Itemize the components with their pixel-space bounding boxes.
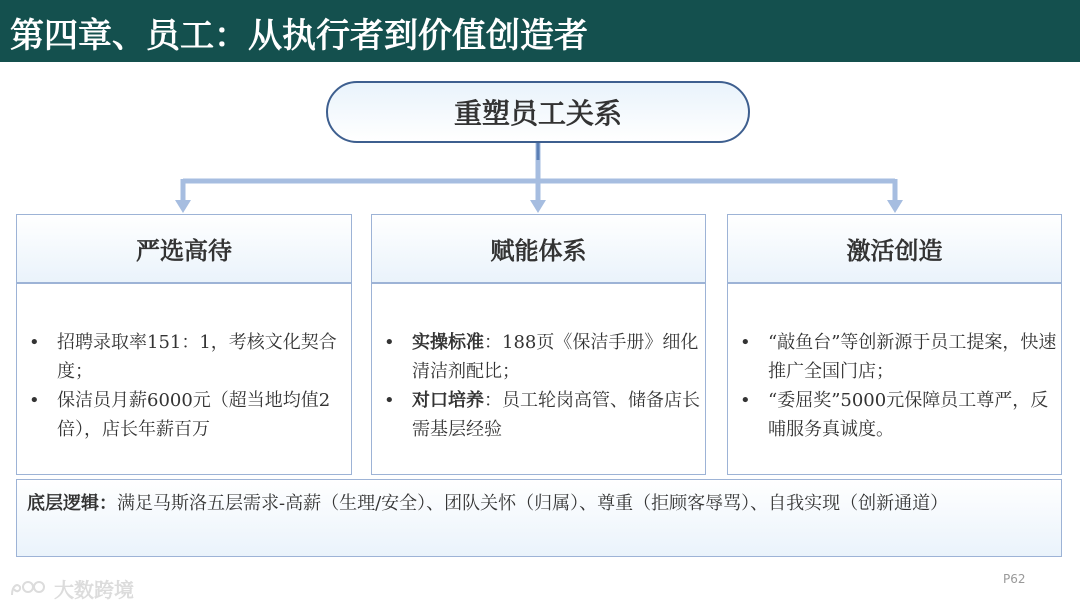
list-item [380,386,701,444]
watermark-text: 大数跨境 [54,578,134,602]
bullet-icon: • [740,390,751,411]
list-item [25,328,347,386]
arrow-left-icon [175,200,191,213]
watermark [8,574,134,603]
bottom-logic-text [27,488,1051,519]
list-item [736,328,1057,386]
list-item [25,386,347,444]
list-item [380,328,701,386]
bullet-icon: • [29,390,40,411]
watermark-logo-icon [8,577,48,601]
column-2-header [371,214,706,283]
column-1-title: 严选高待 [136,237,232,265]
list-item-text: 招聘录取率151：1，考核文化契合度； [57,332,337,382]
column-3-title: 激活创造 [846,237,943,265]
column-1-header [16,214,352,283]
page-title: 第四章、员工：从执行者到价值创造者 [10,16,588,56]
bottom-logic-box [16,479,1062,557]
bullet-icon: • [384,390,395,411]
column-2-title: 赋能体系 [490,237,587,265]
column-3-body [727,283,1062,475]
bullet-icon: • [384,332,395,353]
column-2-body [371,283,706,475]
root-node [326,81,750,143]
list-item-keyword: 实操标准 [412,332,484,353]
page-number: P62 [1003,572,1026,586]
column-3-list [736,328,1057,444]
arrow-middle-icon [530,200,546,213]
column-2-list [380,328,701,444]
bullet-icon: • [740,332,751,353]
bullet-icon: • [29,332,40,353]
arrow-right-icon [887,200,903,213]
list-item-text: ：员工轮岗高管、储备店长需基层经验 [412,390,700,440]
column-1-body [16,283,352,475]
list-item-text: “委屈奖”5000元保障员工尊严，反哺服务真诚度。 [768,390,1049,440]
column-1-list [25,328,347,444]
list-item-text: ：188页《保洁手册》细化清洁剂配比； [412,332,699,382]
column-3-header [727,214,1062,283]
list-item-keyword: 对口培养 [412,390,484,411]
root-node-label: 重塑员工关系 [453,97,622,130]
list-item-text: “敲鱼台”等创新源于员工提案，快速推广全国门店； [768,332,1057,382]
list-item-text: 保洁员月薪6000元（超当地均值2倍），店长年薪百万 [57,390,331,440]
list-item [736,386,1057,444]
bottom-logic-body: 满足马斯洛五层需求-高薪（生理/安全）、团队关怀（归属）、尊重（拒顾客辱骂）、自我实现（创新通道） [117,493,949,514]
bottom-logic-keyword: 底层逻辑： [27,493,117,514]
